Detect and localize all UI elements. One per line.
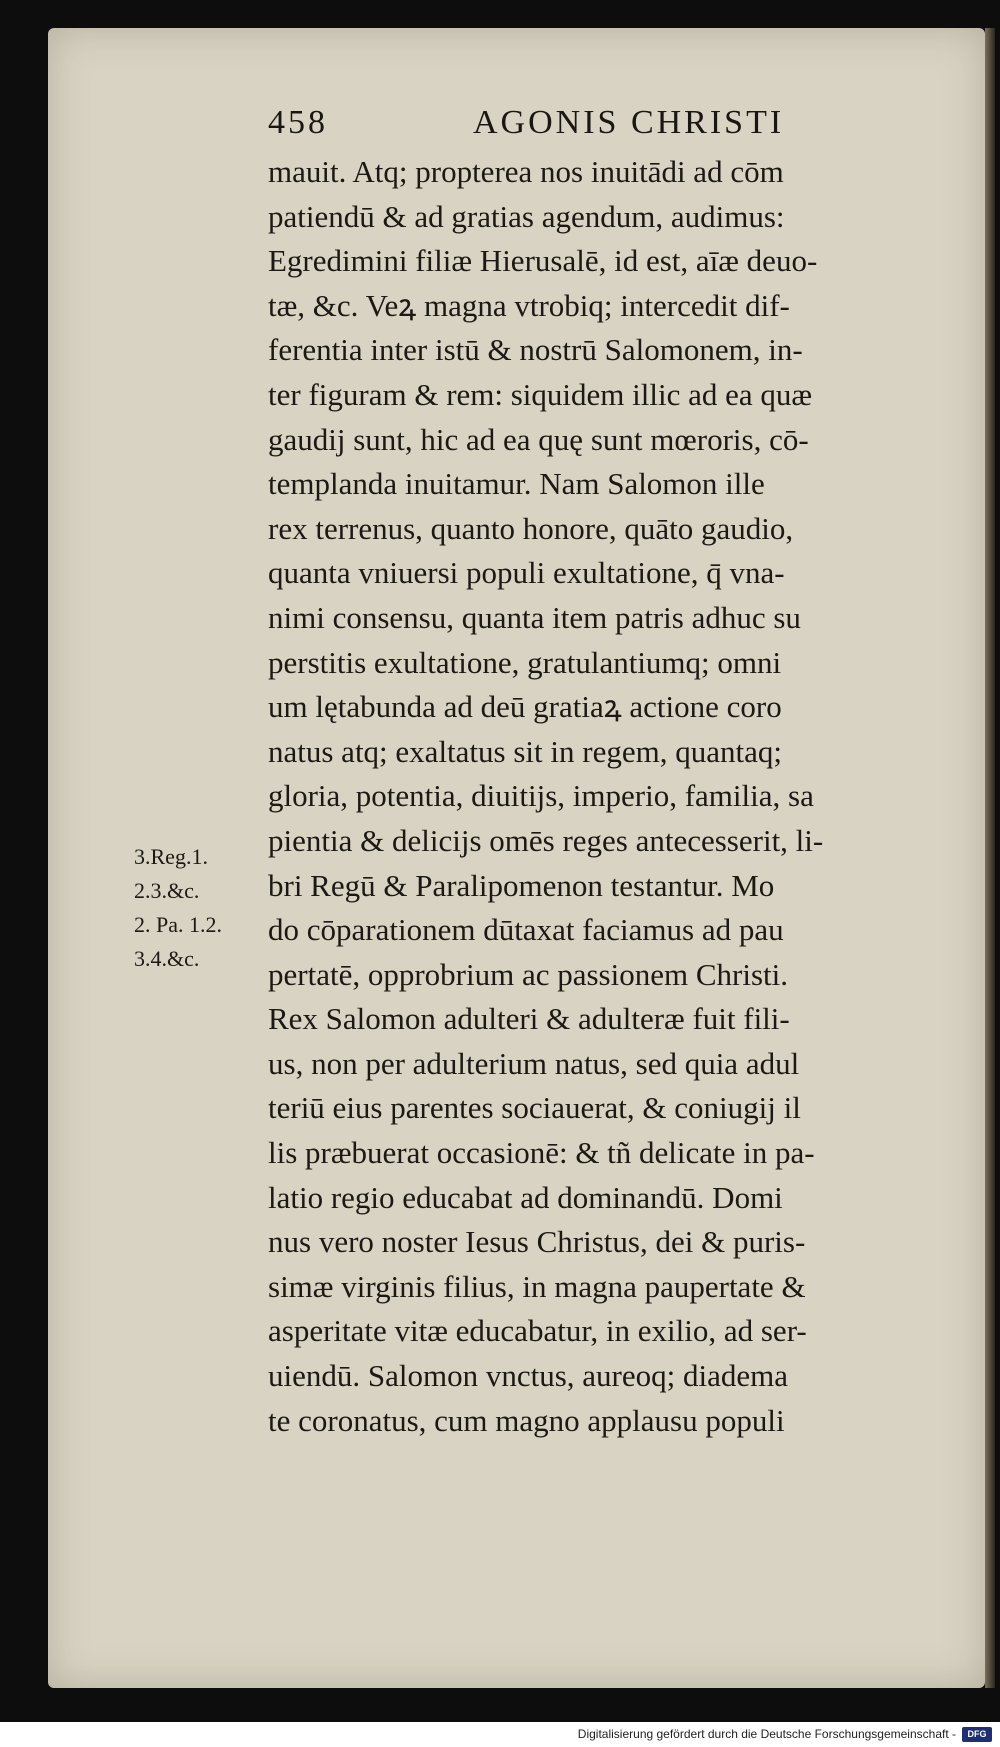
text-line: rex terrenus, quanto honore, quāto gaudio, xyxy=(268,510,794,546)
text-line: Rex Salomon adulteri & adulteræ fuit fili- xyxy=(268,1001,790,1037)
text-line: Egredimini filiæ Hierusalē, id est, aīæ deuo- xyxy=(268,243,818,279)
text-line: ter figuram & rem: siquidem illic ad ea quæ xyxy=(268,376,813,412)
margin-note: 3.Reg.1. xyxy=(134,844,208,869)
margin-note: 3.4.&c. xyxy=(134,946,200,971)
text-line: gloria, potentia, diuitijs, imperio, familia, sa xyxy=(268,778,814,814)
text-line: pertatē, opprobrium ac passionem Christi. xyxy=(268,956,788,992)
page-number: 458 xyxy=(268,104,328,141)
funding-credit: Digitalisierung gefördert durch die Deutsche Forschungsgemeinschaft - xyxy=(577,1727,956,1741)
text-line: nus vero noster Iesus Christus, dei & puris- xyxy=(268,1224,806,1260)
text-line: lis præbuerat occasionē: & tñ delicate in pa- xyxy=(268,1135,815,1171)
margin-note: 2.3.&c. xyxy=(134,878,200,903)
text-line: teriū eius parentes sociauerat, & coniugij il xyxy=(268,1090,801,1126)
text-line: templanda inuitamur. Nam Salomon ille xyxy=(268,466,765,502)
text-line: simæ virginis filius, in magna paupertate & xyxy=(268,1268,806,1304)
text-line: patiendū & ad gratias agendum, audimus: xyxy=(268,198,785,234)
text-line: mauit. Atq; propterea nos inuitādi ad cōm xyxy=(268,154,784,189)
text-line: tæ, &c. Veꝝ magna vtrobiq; intercedit dif- xyxy=(268,287,790,323)
text-line: nimi consensu, quanta item patris adhuc su xyxy=(268,599,801,635)
text-line: pientia & delicijs omēs reges antecesserit, li- xyxy=(268,822,824,858)
margin-note: 2. Pa. 1.2. xyxy=(134,912,222,937)
text-line: quanta vniuersi populi exultatione, q̄ vna- xyxy=(268,555,785,591)
text-line: te coronatus, cum magno applausu populi xyxy=(268,1402,785,1438)
text-line: um lętabunda ad deū gratiaꝝ actione coro xyxy=(268,689,782,725)
text-line: natus atq; exaltatus sit in regem, quantaq; xyxy=(268,733,782,769)
body-text xyxy=(268,150,958,1443)
running-title: AGONIS CHRISTI xyxy=(473,104,785,141)
text-line: bri Regū & Paralipomenon testantur. Mo xyxy=(268,867,775,903)
margin-notes xyxy=(134,840,264,976)
dfg-logo: DFG xyxy=(962,1727,992,1742)
text-line: gaudij sunt, hic ad ea quę sunt mœroris, cō- xyxy=(268,421,809,457)
digitization-footer xyxy=(0,1722,1000,1747)
text-line: ferentia inter istū & nostrū Salomonem, in- xyxy=(268,332,803,368)
text-line: us, non per adulterium natus, sed quia adul xyxy=(268,1045,800,1081)
page-header xyxy=(268,98,968,150)
text-line: perstitis exultatione, gratulantiumq; omni xyxy=(268,644,782,680)
text-line: latio regio educabat ad dominandū. Domi xyxy=(268,1179,783,1215)
text-line: do cōparationem dūtaxat faciamus ad pau xyxy=(268,912,784,948)
page-edge xyxy=(985,28,995,1688)
text-line: uiendū. Salomon vnctus, aureoq; diadema xyxy=(268,1358,788,1394)
text-line: asperitate vitæ educabatur, in exilio, ad ser- xyxy=(268,1313,807,1349)
